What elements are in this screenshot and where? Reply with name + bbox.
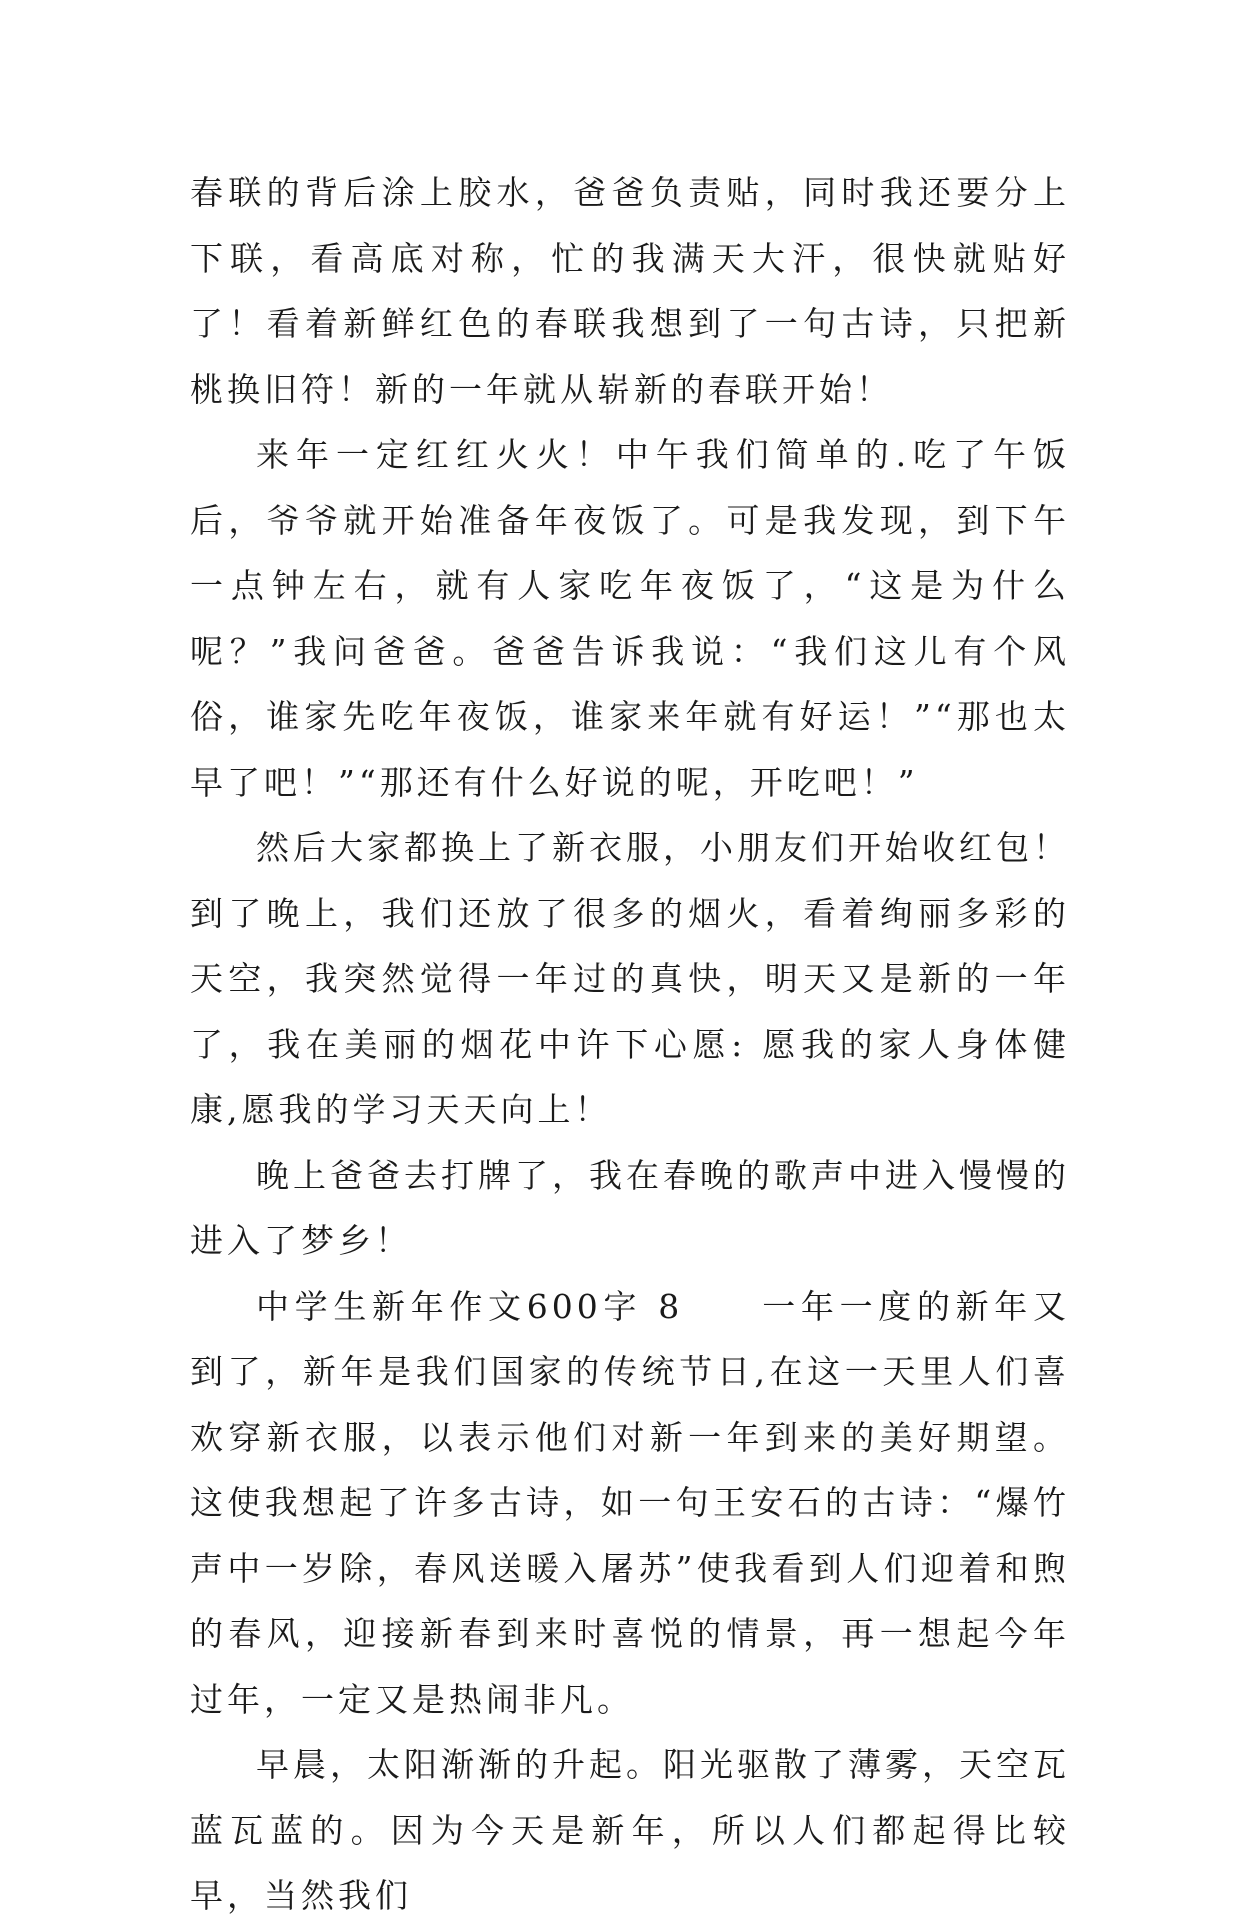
paragraph: 然后大家都换上了新衣服，小朋友们开始收红包！到了晚上，我们还放了很多的烟火，看着绚丽多彩的天空，我突然觉得一年过的真快，明天又是新的一年了，我在美丽的烟花中许下心愿: 愿我的家人身体健康,愿我的学习天天向上！ [190,828,1070,1129]
paragraph-with-heading: 中学生新年作文600字 8 一年一度的新年又到了，新年是我们国家的传统节日,在这一天里人们喜欢穿新衣服，以表示他们对新一年到来的美好期望。这使我想起了许多古诗，如一句王安石的古诗：“爆竹声中一岁除，春风送暖入屠苏”使我看到人们迎着和煦的春风，迎接新春到来时喜悦的情景，再一想起今年过年，一定又是热闹非凡。 [190,1286,1070,1719]
paragraph-continued: 春联的背后涂上胶水，爸爸负责贴，同时我还要分上下联，看高底对称，忙的我满天大汗，很快就贴好了！看着新鲜红色的春联我想到了一句古诗，只把新桃换旧符！新的一年就从崭新的春联开始！ [190,173,1070,409]
paragraph: 晚上爸爸去打牌了，我在春晚的歌声中进入慢慢的进入了梦乡！ [190,1155,1070,1260]
paragraph: 来年一定红红火火！中午我们简单的.吃了午饭后，爷爷就开始准备年夜饭了。可是我发现，到下午一点钟左右，就有人家吃年夜饭了，“这是为什么呢？”我问爸爸。爸爸告诉我说：“我们这儿有个风俗，谁家先吃年夜饭，谁家来年就有好运！”“那也太早了吧！”“那还有什么好说的呢，开吃吧！” [190,435,1070,802]
paragraph: 早晨，太阳渐渐的升起。阳光驱散了薄雾，天空瓦蓝瓦蓝的。因为今天是新年，所以人们都起得比较早，当然我们 [190,1745,1070,1915]
document-page [190,160,1070,1929]
